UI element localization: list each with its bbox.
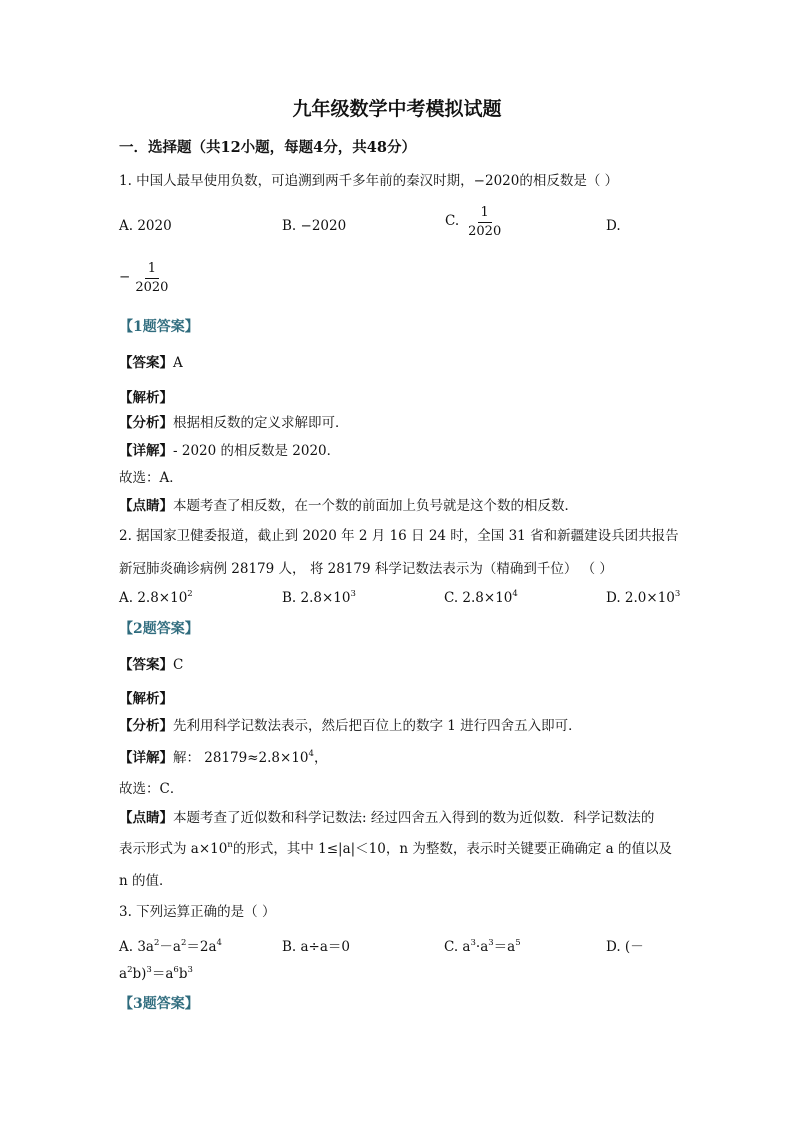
- q2-stem-line1: 2. 据国家卫健委报道，截止到 2020 年 2 月 16 日 24 时，全国 31 省和新疆建设兵团共报告: [119, 528, 679, 544]
- q2-stem-line2: 新冠肺炎确诊病例 28179 人， 将 28179 科学记数法表示为（精确到千位） （ ）: [119, 561, 613, 577]
- xiangjie-label: 【详解】: [119, 750, 173, 766]
- q1-option-b: B. −2020: [282, 218, 347, 234]
- q1-option-c-fraction: [465, 206, 504, 238]
- q3-option-d: $a^2b)^3=a^6b^3$: [119, 965, 193, 982]
- q1-option-c: [445, 206, 504, 238]
- q3-option-a: A. $3a^2-a^2=2a^4$: [119, 938, 222, 955]
- xiangjie-text: - 2020 的相反数是 2020．: [173, 443, 341, 459]
- fraction-denominator: 2020: [135, 279, 169, 295]
- answer-label: 【答案】: [119, 657, 173, 673]
- dianjing-text: 本题考查了相反数，在一个数的前面加上负号就是这个数的相反数．: [173, 498, 578, 514]
- q2-option-b: B. $2.8\times 10^3$: [282, 589, 356, 606]
- dianjing-text: 本题考查了近似数和科学记数法: 经过四舍五入得到的数为近似数．科学记数法的: [173, 810, 655, 826]
- q3-option-b: B. a÷a＝0: [282, 939, 351, 955]
- fenxi-label: 【分析】: [119, 415, 173, 431]
- q2-answer: [119, 659, 183, 673]
- answer-value: A: [173, 355, 183, 371]
- q1-answer: [119, 357, 183, 371]
- fraction-denominator: 2020: [468, 223, 502, 239]
- q3-stem: 3. 下列运算正确的是（ ）: [119, 904, 276, 920]
- q2-guxuan: 故选：C．: [119, 781, 184, 797]
- q1-stem: 1. 中国人最早使用负数，可追溯到两千多年前的秦汉时期，−2020的相反数是（ ）: [119, 173, 619, 189]
- page-title: 九年级数学中考模拟试题: [292, 98, 502, 120]
- fenxi-text: 先利用科学记数法表示，然后把百位上的数字 1 进行四舍五入即可．: [173, 718, 582, 734]
- q3-answer-tag: 【3题答案】: [119, 996, 199, 1012]
- answer-value: C: [173, 657, 184, 673]
- q1-xiangjie: [119, 445, 340, 459]
- q2-option-a: A. $2.8\times 10^2$: [119, 589, 193, 606]
- q2-xiangjie: 【详解】解： $28179\approx 2.8\times 10^4$，: [119, 749, 328, 766]
- fenxi-text: 根据相反数的定义求解即可．: [173, 415, 349, 431]
- q1-option-d-fraction: [132, 262, 171, 294]
- q1-dianjing: [119, 500, 578, 514]
- q3-option-d-start: D. (－: [606, 939, 644, 955]
- q1-option-c-label: C.: [445, 213, 460, 230]
- q1-answer-tag: 【1题答案】: [119, 319, 199, 335]
- q1-option-d-label: D.: [606, 218, 621, 234]
- answer-label: 【答案】: [119, 355, 173, 371]
- fraction-numerator: 1: [478, 206, 492, 223]
- q1-option-d: [119, 262, 171, 294]
- q2-dianjing-line1: [119, 812, 654, 826]
- fraction-numerator: 1: [145, 262, 159, 279]
- q1-option-d-sign: −: [119, 269, 131, 286]
- q2-dianjing-line2: 表示形式为 $a\times 10^n$的形式，其中 1≤|a|＜10，n 为整数，表示时关键要正确确定 a 的值以及: [119, 840, 672, 857]
- dianjing-label: 【点睛】: [119, 498, 173, 514]
- section-heading: 一．选择题（共12小题，每题4分，共48分）: [119, 139, 416, 156]
- xiangjie-label: 【详解】: [119, 443, 173, 459]
- q2-answer-tag: 【2题答案】: [119, 621, 199, 637]
- dianjing-label: 【点睛】: [119, 810, 173, 826]
- q2-dianjing-line3: n 的值．: [119, 873, 173, 889]
- q1-jiexi: 【解析】: [119, 390, 173, 406]
- q1-option-a: A. 2020: [119, 218, 172, 234]
- q2-option-d: D. $2.0\times 10^3$: [606, 589, 681, 606]
- fenxi-label: 【分析】: [119, 718, 173, 734]
- q1-fenxi: [119, 417, 349, 431]
- q3-option-c: C. $a^3\cdot a^3=a^5$: [444, 938, 521, 955]
- q1-guxuan: 故选：A．: [119, 470, 183, 486]
- q2-fenxi: [119, 720, 582, 734]
- q2-option-c: C. $2.8\times 10^4$: [444, 589, 518, 606]
- q2-jiexi: 【解析】: [119, 691, 173, 707]
